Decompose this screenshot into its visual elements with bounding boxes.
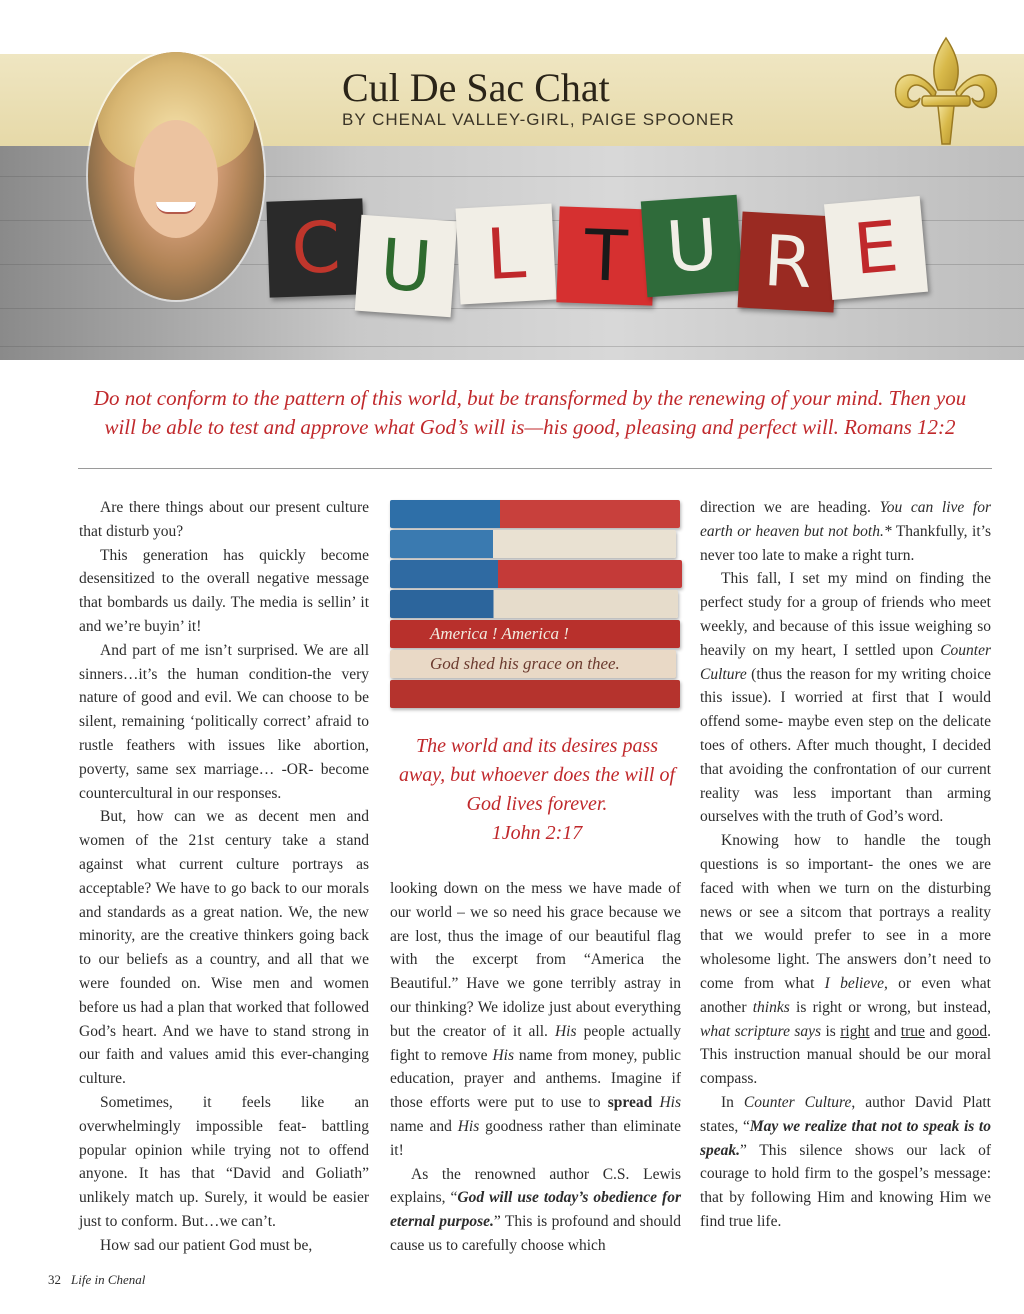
paragraph: This fall, I set my mind on finding the perfect study for a group of friends who meet weekly, and because of this issue weighing so heavily on my heart, I settled upon Counter Culture (thus the reason for my writing choice this issue). I worried at first that I would offend some- maybe even step on the delicate toes of others. After much thought, I decided that avoiding the confrontation of our current reality was less important than arming ourselves with the truth of God’s word. xyxy=(700,570,991,826)
article-column-1 xyxy=(79,496,369,1258)
letter-tile: E xyxy=(824,196,928,300)
flag-artwork xyxy=(390,500,684,716)
paragraph: Knowing how to handle the tough questions is so important- the ones we are faced with when we turn on the disturbing news or see a sitcom that portrays a reality that we would prefer to see in a more wholesome light. The answers don’t need to come from what I believe, or even what another thinks is right or wrong, but instead, what scripture says is right and true and good. This instruction manual should be our moral compass. xyxy=(700,832,991,1088)
column-title: Cul De Sac Chat xyxy=(342,65,610,110)
fleur-de-lis-icon xyxy=(886,34,1006,152)
paragraph: This generation has quickly become desensitized to the overall negative message that bombards us daily. The media is sellin’ it and we’re buyin’ it! xyxy=(79,546,369,635)
pull-quote: The world and its desires pass away, but whoever does the will of God lives forever. 1John 2:17 xyxy=(398,735,676,844)
letter-tile: U xyxy=(641,195,743,297)
paragraph: As the renowned author C.S. Lewis explains, “God will use today’s obedience for eternal purpose.” This is profound and should cause us to carefully choose which xyxy=(390,1165,681,1254)
publication-name: Life in Chenal xyxy=(71,1272,146,1287)
byline: BY CHENAL VALLEY-GIRL, PAIGE SPOONER xyxy=(342,110,735,129)
flag-inscription: America ! America ! xyxy=(430,624,569,643)
paragraph: looking down on the mess we have made of our world – we so need his grace because we are lost, thus the image of our beautiful flag with the excerpt from “America the Beautiful.” Have we gone terribly astray in our thinking? We idolize just about everything but the creator of it all. His people actually fight to remove His name from money, public education, prayer and anthems. Imagine if those efforts were put to use to spread His name and His goodness rather than eliminate it! xyxy=(390,880,682,1159)
letter-tile: R xyxy=(738,212,839,313)
flag-inscription: God shed his grace on thee. xyxy=(430,654,620,673)
divider xyxy=(78,468,992,469)
letter-tile: U xyxy=(355,215,457,317)
article-column-2 xyxy=(390,877,681,1258)
paragraph: Are there things about our present culture that disturb you? xyxy=(79,499,369,540)
letter-tile: C xyxy=(266,198,365,297)
scripture-quote: Do not conform to the pattern of this world, but be transformed by the renewing of your mind. Then you will be able to test and approve what God’s will is—his good, pleasing and perfect will. Romans 12:2 xyxy=(93,386,967,439)
letter-tile: T xyxy=(556,206,655,305)
article-column-3 xyxy=(700,496,991,1234)
paragraph: But, how can we as decent men and women of the 21st century take a stand against what current culture portrays as acceptable? We have to go back to our morals and standards as a great nation. We, the new minority, are the creative thinkers going back to our beliefs as a country, and all that we were founded on. Wise men and women before us had a plan that worked that followed God’s heart. And we have to stand strong in our faith and values amid this ever-changing culture. xyxy=(79,808,369,1088)
paragraph: direction we are heading. You can live for earth or heaven but not both.* Thankfully, it’s never too late to make a right turn. xyxy=(700,499,991,564)
page-number: 32 xyxy=(48,1272,61,1287)
paragraph: Sometimes, it feels like an overwhelmingly impossible feat- battling popular opinion while trying not to offend anyone. It has that “David and Goliath” unlikely match up. Surely, it would be easier just to conform. But…we can’t. xyxy=(79,1093,369,1230)
letter-tile: L xyxy=(456,204,557,305)
author-photo xyxy=(88,52,264,300)
paragraph: How sad our patient God must be, xyxy=(100,1236,313,1254)
page-footer xyxy=(48,1272,145,1288)
paragraph: In Counter Culture, author David Platt states, “May we realize that not to speak is to speak.” This silence shows our lack of courage to hold firm to the gospel’s message: that by following Him and knowing Him we find true life. xyxy=(700,1093,991,1230)
paragraph: And part of me isn’t surprised. We are all sinners…it’s the human condition-the very nature of good and evil. We can choose to be silent, remaining ‘politically correct’ afraid to rustle feathers with issues like abortion, poverty, same sex marriage… -OR- become countercultural in our responses. xyxy=(79,641,369,802)
